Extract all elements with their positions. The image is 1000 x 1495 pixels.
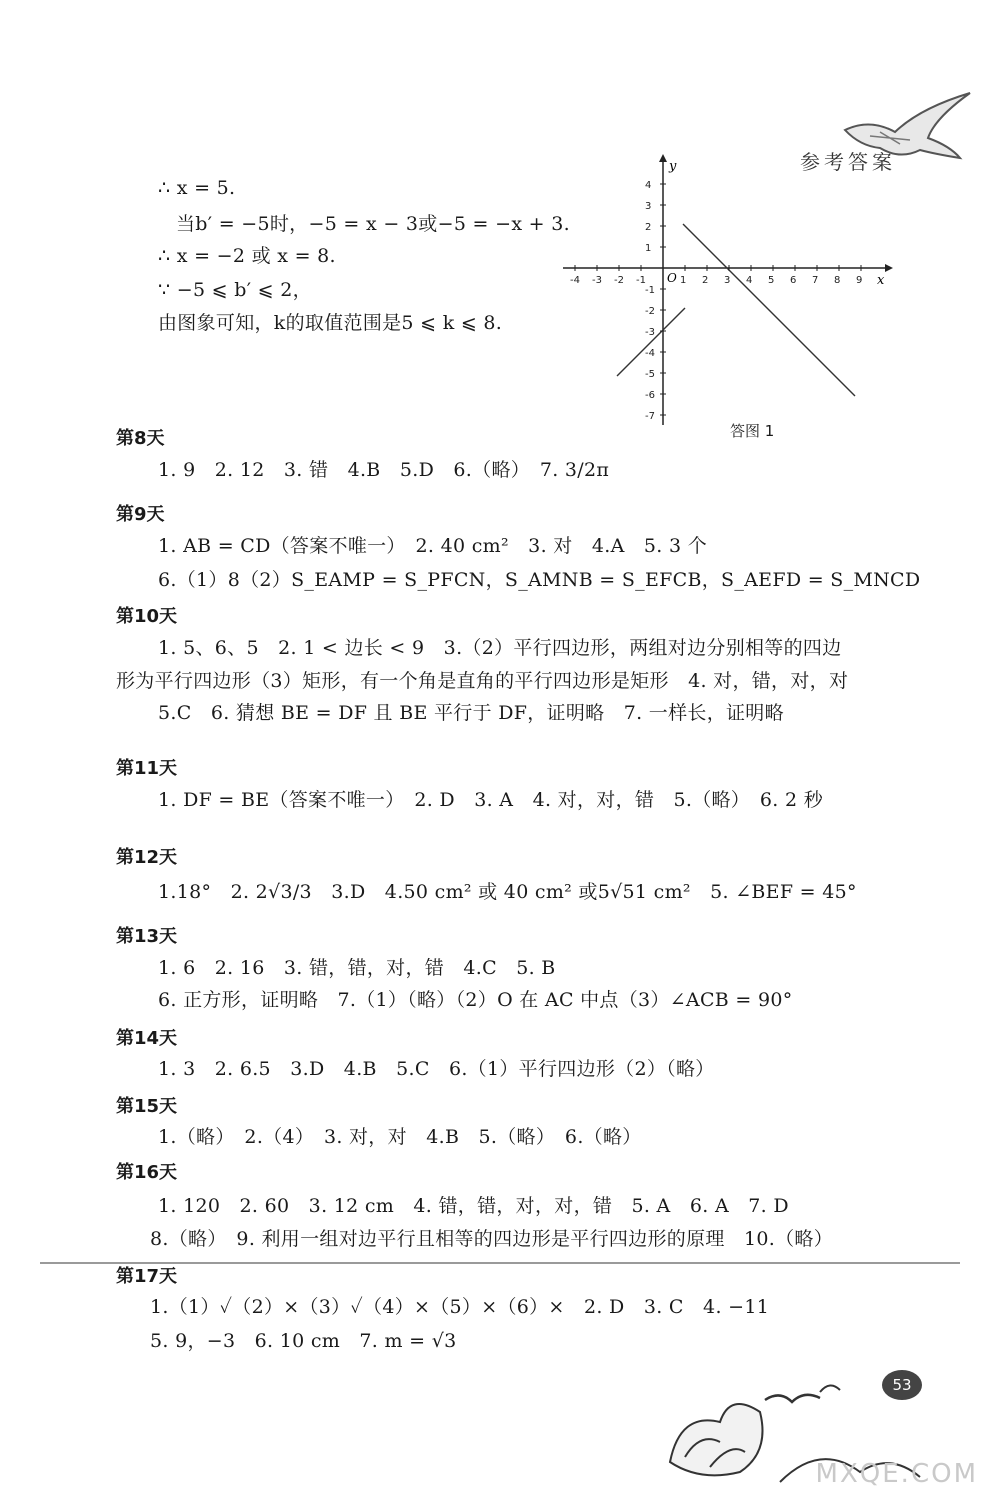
answer-line: 1.（1）✓（2）×（3）✓（4）×（5）×（6）× 2. D 3. C 4. −11 [150, 1296, 770, 1318]
answer-line: 1.18° 2. 2√3/3 3.D 4.50 cm² 或 40 cm² 或5√51 cm² 5. ∠BEF = 45° [158, 881, 857, 903]
top-line: 当b′ = −5时，−5 = x − 3或−5 = −x + 3. [176, 213, 570, 235]
x-tick-label: -4 [570, 275, 580, 286]
day-heading: 第16天 [116, 1162, 178, 1183]
x-tick-label: -2 [614, 275, 624, 286]
answer-line: 6.（1）8（2）S_EAMP = S_PFCN，S_AMNB = S_EFCB，S_AEFD = S_MNCD [158, 569, 921, 591]
day-heading: 第14天 [116, 1028, 178, 1049]
y-tick-label: 2 [645, 222, 652, 233]
x-tick-label: 8 [834, 275, 841, 286]
y-tick-label: 3 [645, 201, 652, 212]
y-tick-label: -3 [645, 327, 655, 338]
top-line: 由图象可知，k的取值范围是5 ⩽ k ⩽ 8. [158, 312, 503, 334]
x-tick-label: 2 [702, 275, 709, 286]
y-tick-label: -7 [645, 411, 655, 422]
y-axis-label: y [669, 159, 677, 174]
divider [40, 1262, 960, 1264]
answer-line: 8.（略） 9. 利用一组对边平行且相等的四边形是平行四边形的原理 10.（略） [150, 1228, 834, 1250]
x-axis-label: x [877, 273, 885, 288]
x-tick-label: -1 [636, 275, 646, 286]
day-heading: 第8天 [116, 428, 165, 449]
day-heading: 第10天 [116, 606, 178, 627]
y-tick-label: -2 [645, 306, 655, 317]
answer-line: 1.（略） 2.（4） 3. 对，对 4.B 5.（略） 6.（略） [158, 1126, 642, 1148]
y-tick-label: 4 [645, 180, 652, 191]
coordinate-graph [555, 150, 895, 430]
watermark: MXQE.COM [815, 1459, 978, 1489]
day-heading: 第9天 [116, 504, 165, 525]
top-line: ∴ x = −2 或 x = 8. [158, 245, 336, 267]
answer-line: 1. AB = CD（答案不唯一） 2. 40 cm² 3. 对 4.A 5. 3 个 [158, 535, 707, 557]
answer-line: 5.C 6. 猜想 BE = DF 且 BE 平行于 DF，证明略 7. 一样长，证明略 [158, 702, 784, 724]
day-heading: 第12天 [116, 847, 178, 868]
day-heading: 第13天 [116, 926, 178, 947]
y-tick-label: 1 [645, 243, 652, 254]
answer-line: 1. 3 2. 6.5 3.D 4.B 5.C 6.（1）平行四边形（2）（略） [158, 1058, 715, 1080]
x-tick-label: 9 [856, 275, 863, 286]
x-tick-label: 7 [812, 275, 819, 286]
answer-line: 5. 9，−3 6. 10 cm 7. m = √3 [150, 1330, 457, 1352]
answer-line: 1. DF = BE（答案不唯一） 2. D 3. A 4. 对，对，错 5.（略） 6. 2 秒 [158, 789, 823, 811]
x-tick-label: 1 [680, 275, 687, 286]
x-tick-label: 5 [768, 275, 775, 286]
day-heading: 第15天 [116, 1096, 178, 1117]
day-heading: 第11天 [116, 758, 178, 779]
y-tick-label: -6 [645, 390, 655, 401]
top-line: ∵ −5 ⩽ b′ ⩽ 2， [158, 279, 312, 301]
answer-line: 1. 6 2. 16 3. 错，错，对，错 4.C 5. B [158, 957, 556, 979]
y-tick-label: -5 [645, 369, 655, 380]
x-tick-label: 3 [724, 275, 731, 286]
page-number-badge: 53 [882, 1370, 922, 1400]
x-tick-label: 4 [746, 275, 753, 286]
answer-line: 1. 120 2. 60 3. 12 cm 4. 错，错，对，对，错 5. A 6. A 7. D [158, 1195, 789, 1217]
answer-line: 形为平行四边形（3）矩形，有一个角是直角的平行四边形是矩形 4. 对，错，对，对 [116, 670, 849, 692]
x-tick-label: -3 [592, 275, 602, 286]
y-tick-label: -4 [645, 348, 655, 359]
top-line: ∴ x = 5. [158, 177, 236, 199]
answer-line: 1. 9 2. 12 3. 错 4.B 5.D 6.（略） 7. 3/2π [158, 459, 610, 481]
origin-label: O [667, 271, 677, 285]
x-tick-label: 6 [790, 275, 797, 286]
day-heading: 第17天 [116, 1266, 178, 1287]
answer-line: 6. 正方形，证明略 7.（1）（略）（2）O 在 AC 中点（3）∠ACB = 90° [158, 989, 793, 1011]
answer-line: 1. 5、6、5 2. 1 < 边长 < 9 3.（2）平行四边形，两组对边分别相等的四边 [158, 637, 842, 659]
graph-caption: 答图 1 [730, 422, 775, 440]
header-title: 参考答案 [800, 150, 896, 174]
y-tick-label: -1 [645, 285, 655, 296]
